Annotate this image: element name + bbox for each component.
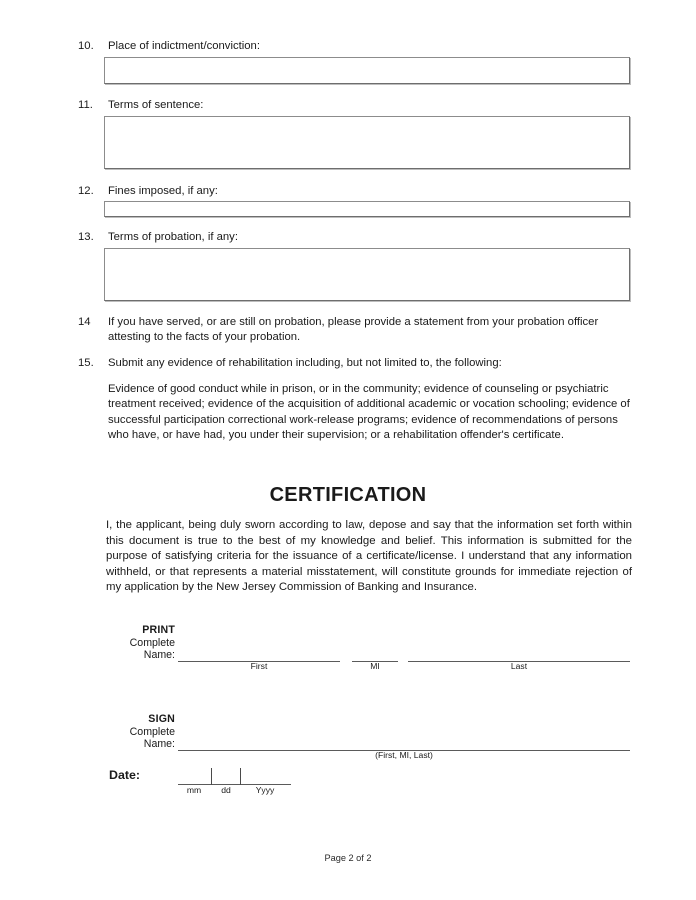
question-12 [78, 184, 638, 199]
question-12-number: 12. [78, 185, 94, 197]
sign-name-caption: (First, MI, Last) [375, 750, 433, 760]
print-name-title: PRINT [142, 624, 175, 636]
question-12-label: Fines imposed, if any: [108, 185, 218, 197]
question-11-number: 11. [78, 99, 93, 111]
sign-name-label [55, 713, 175, 751]
print-last-name-caption: Last [510, 661, 528, 671]
question-14-number: 14 [78, 316, 91, 328]
date-dd-caption: dd [221, 785, 231, 795]
print-mi-caption: MI [370, 661, 380, 671]
sign-name-line3: Name: [143, 738, 175, 751]
question-11-label: Terms of sentence: [108, 99, 204, 111]
question-13 [78, 230, 638, 245]
answer-box-13[interactable] [104, 248, 630, 301]
question-15-number: 15. [78, 357, 94, 369]
date-separator-1 [211, 768, 212, 785]
question-10-label: Place of indictment/conviction: [108, 40, 260, 52]
certification-heading: CERTIFICATION [269, 484, 427, 506]
date-yyyy-caption: Yyyy [255, 785, 275, 795]
date-label: Date: [109, 768, 140, 782]
evidence-paragraph: Evidence of good conduct while in prison, or in the community; evidence of counseling or psychiatric treatment received; evidence of the acquisition of additional academic or vocation schooling; evidence of successful participation correctional work-release programs; evidence of recommendations of persons who have, or have had, you under their supervision; or a rehabilitation offender's certificate. [108, 383, 630, 442]
print-first-name-caption: First [250, 661, 268, 671]
certification-paragraph: I, the applicant, being duly sworn according to law, depose and say that the information set forth within this document is true to the best of my knowledge and belief. This information is submitted for the purpose of satisfying criteria for the issuance of a certificate/license. I understand that any information withheld, or that represents a material misstatement, will constitute grounds for immediate rejection of my application by the New Jersey Commission of Banking and Insurance. [106, 519, 632, 594]
question-13-number: 13. [78, 231, 94, 243]
question-13-label: Terms of probation, if any: [108, 231, 238, 243]
date-mm-caption: mm [186, 785, 202, 795]
date-separator-2 [240, 768, 241, 785]
print-name-line3: Name: [143, 649, 175, 662]
answer-box-10[interactable] [104, 57, 630, 84]
question-10 [78, 39, 638, 54]
question-10-number: 10. [78, 40, 94, 52]
answer-box-12[interactable] [104, 201, 630, 217]
question-14 [78, 315, 638, 345]
sign-name-line2: Complete [129, 725, 175, 738]
question-14-label: If you have served, or are still on probation, please provide a statement from your probation officer attesting to the facts of your probation. [108, 316, 599, 343]
print-name-label [55, 624, 175, 662]
question-15-label: Submit any evidence of rehabilitation including, but not limited to, the following: [108, 357, 502, 369]
question-15 [78, 356, 638, 371]
sign-name-title: SIGN [148, 713, 175, 725]
page-footer: Page 2 of 2 [324, 853, 372, 863]
question-11 [78, 98, 638, 113]
print-name-line2: Complete [129, 636, 175, 649]
answer-box-11[interactable] [104, 116, 630, 169]
